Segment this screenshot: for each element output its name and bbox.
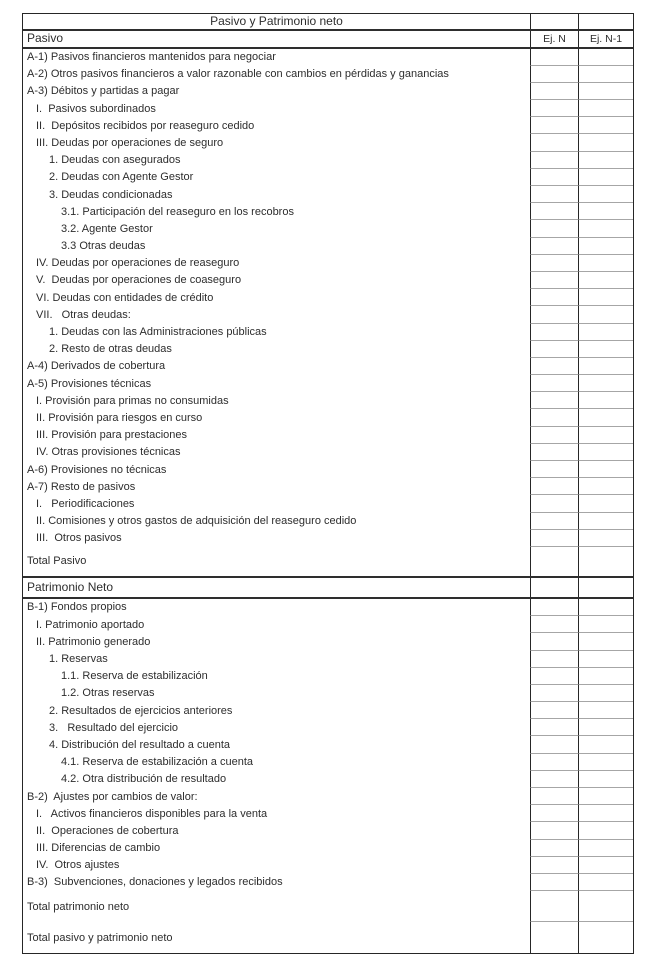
row-label: 3.2. Agente Gestor: [61, 222, 153, 235]
value-cell-ej-n-1: [578, 169, 633, 186]
value-cell-ej-n: [530, 685, 578, 702]
value-cell-ej-n: [530, 152, 578, 169]
value-cell-ej-n: [530, 117, 578, 134]
value-cell-ej-n-1: [578, 409, 633, 426]
value-cell-ej-n-1: [578, 289, 633, 306]
table-title-row: [23, 14, 633, 31]
row-label: Patrimonio Neto: [27, 579, 114, 594]
row-label: 1. Deudas con asegurados: [49, 154, 181, 167]
row-label: Total pasivo y patrimonio neto: [27, 931, 173, 944]
value-cell-ej-n: [530, 857, 578, 874]
value-cell-ej-n: [530, 702, 578, 719]
value-cell-ej-n: [530, 306, 578, 323]
value-cell-ej-n-1: [578, 427, 633, 444]
value-cell-ej-n-1: [578, 719, 633, 736]
row-label: II. Depósitos recibidos por reaseguro cedido: [36, 119, 255, 132]
row-label: 4. Distribución del resultado a cuenta: [49, 738, 230, 751]
row-label: A-4) Derivados de cobertura: [27, 360, 166, 373]
table-row: [23, 495, 633, 512]
value-cell-ej-n: [530, 788, 578, 805]
value-cell-ej-n: [530, 255, 578, 272]
table-row: [23, 409, 633, 426]
value-cell-ej-n-1: [578, 238, 633, 255]
value-cell-ej-n-1: [578, 478, 633, 495]
row-label: Total patrimonio neto: [27, 900, 130, 913]
row-label: IV. Otras provisiones técnicas: [36, 446, 181, 459]
value-cell-ej-n: [530, 83, 578, 100]
row-label: III. Deudas por operaciones de seguro: [36, 136, 224, 149]
value-cell-ej-n: [530, 513, 578, 530]
value-cell-ej-n-1: [578, 83, 633, 100]
table-row: [23, 49, 633, 66]
value-cell-ej-n-1: [578, 840, 633, 857]
value-cell-ej-n-1: [578, 306, 633, 323]
value-cell-ej-n-1: [578, 633, 633, 650]
row-label: Total Pasivo: [27, 555, 87, 568]
value-cell-ej-n-1: [578, 788, 633, 805]
row-label: 3.1. Participación del reaseguro en los recobros: [61, 205, 294, 218]
table-row: [23, 891, 633, 922]
value-cell-ej-n: [530, 578, 578, 597]
table-row: [23, 203, 633, 220]
value-cell-ej-n: [530, 238, 578, 255]
row-label: III. Otros pasivos: [36, 532, 122, 545]
row-label: A-6) Provisiones no técnicas: [27, 463, 167, 476]
table-row: [23, 238, 633, 255]
value-cell-ej-n-1: [578, 651, 633, 668]
value-cell-ej-n: [530, 272, 578, 289]
table-row: [23, 822, 633, 839]
value-cell-ej-n: [530, 461, 578, 478]
table-row: [23, 651, 633, 668]
value-cell-ej-n: [530, 651, 578, 668]
value-cell-ej-n-1: [578, 874, 633, 891]
table-row: [23, 530, 633, 547]
section-header-row: [23, 578, 633, 599]
value-cell-ej-n: [530, 805, 578, 822]
table-row: [23, 272, 633, 289]
value-cell-ej-n-1: [578, 203, 633, 220]
table-row: [23, 805, 633, 822]
row-label: 1.2. Otras reservas: [61, 687, 155, 700]
table-row: [23, 461, 633, 478]
table-row: [23, 427, 633, 444]
value-cell-ej-n-1: [578, 255, 633, 272]
row-label: A-2) Otros pasivos financieros a valor razonable con cambios en pérdidas y ganancias: [27, 68, 449, 81]
value-cell-ej-n: [530, 358, 578, 375]
row-label: III. Diferencias de cambio: [36, 842, 161, 855]
value-cell-ej-n-1: [578, 736, 633, 753]
value-cell-ej-n: [530, 427, 578, 444]
row-label: 1.1. Reserva de estabilización: [61, 670, 208, 683]
value-cell-ej-n-1: [578, 100, 633, 117]
value-cell-ej-n-1: [578, 134, 633, 151]
row-label: VII. Otras deudas:: [36, 308, 131, 321]
table-row: [23, 754, 633, 771]
row-label: I. Patrimonio aportado: [36, 618, 145, 631]
value-cell-ej-n-1: [578, 822, 633, 839]
table-row: [23, 719, 633, 736]
value-cell-ej-n: [530, 736, 578, 753]
value-cell-ej-n: [530, 100, 578, 117]
table-row: [23, 341, 633, 358]
table-row: [23, 685, 633, 702]
value-cell-ej-n-1: [578, 461, 633, 478]
value-cell-ej-n: [530, 633, 578, 650]
column-header-ej-n-1: Ej. N-1: [578, 31, 633, 47]
value-cell-ej-n-1: [578, 324, 633, 341]
table-row: [23, 702, 633, 719]
value-cell-ej-n: [530, 478, 578, 495]
value-cell-ej-n-1: [578, 891, 633, 922]
value-cell-ej-n: [530, 616, 578, 633]
row-label: II. Comisiones y otros gastos de adquisición del reaseguro cedido: [36, 515, 357, 528]
value-cell-ej-n-1: [578, 513, 633, 530]
value-cell-ej-n-1: [578, 702, 633, 719]
row-label: B-1) Fondos propios: [27, 601, 127, 614]
value-cell-ej-n-1: [578, 186, 633, 203]
table-row: [23, 513, 633, 530]
table-row: [23, 392, 633, 409]
value-cell-ej-n: [530, 874, 578, 891]
row-label: II. Provisión para riesgos en curso: [36, 411, 203, 424]
row-label: 3.3 Otras deudas: [61, 240, 146, 253]
value-cell-ej-n: [530, 392, 578, 409]
row-label: A-3) Débitos y partidas a pagar: [27, 85, 180, 98]
table-row: [23, 771, 633, 788]
table-row: [23, 324, 633, 341]
value-cell-ej-n-1: [578, 66, 633, 83]
table-row: [23, 117, 633, 134]
value-cell-ej-n-1: [578, 668, 633, 685]
value-cell-ej-n: [530, 341, 578, 358]
row-label: 2. Resultados de ejercicios anteriores: [49, 704, 233, 717]
row-label: III. Provisión para prestaciones: [36, 429, 188, 442]
row-label: 1. Deudas con las Administraciones públicas: [49, 326, 267, 339]
value-cell-ej-n-1: [578, 375, 633, 392]
table-row: [23, 788, 633, 805]
value-cell-ej-n-1: [578, 616, 633, 633]
table-row: [23, 599, 633, 616]
value-cell-ej-n: [530, 169, 578, 186]
value-cell-ej-n: [530, 49, 578, 66]
value-cell-ej-n-1: [578, 922, 633, 953]
table-row: [23, 444, 633, 461]
value-cell-ej-n: [530, 203, 578, 220]
row-label: I. Pasivos subordinados: [36, 102, 156, 115]
row-label: A-5) Provisiones técnicas: [27, 377, 152, 390]
row-label: 3. Deudas condicionadas: [49, 188, 173, 201]
column-header-row: [23, 31, 633, 49]
table-row: [23, 633, 633, 650]
value-cell-ej-n-1: [578, 857, 633, 874]
table-row: [23, 66, 633, 83]
value-cell-ej-n: [530, 771, 578, 788]
row-label: B-2) Ajustes por cambios de valor:: [27, 790, 198, 803]
value-cell-ej-n-1: [578, 444, 633, 461]
value-cell-ej-n: [530, 324, 578, 341]
value-cell-ej-n: [530, 289, 578, 306]
value-cell-ej-n-1: [578, 117, 633, 134]
title-empty-cell-ej-n: [530, 14, 578, 29]
value-cell-ej-n-1: [578, 49, 633, 66]
value-cell-ej-n: [530, 134, 578, 151]
value-cell-ej-n-1: [578, 754, 633, 771]
row-label: 2. Resto de otras deudas: [49, 343, 172, 356]
value-cell-ej-n: [530, 891, 578, 922]
table-row: [23, 922, 633, 953]
balance-sheet-table: [22, 13, 634, 954]
table-row: [23, 289, 633, 306]
value-cell-ej-n: [530, 719, 578, 736]
row-label: I. Provisión para primas no consumidas: [36, 394, 229, 407]
table-row: [23, 668, 633, 685]
table-row: [23, 857, 633, 874]
row-label: A-7) Resto de pasivos: [27, 480, 136, 493]
title-empty-cell-ej-n-1: [578, 14, 633, 29]
table-title: Pasivo y Patrimonio neto: [210, 14, 343, 28]
value-cell-ej-n: [530, 530, 578, 547]
row-label: VI. Deudas con entidades de crédito: [36, 291, 214, 304]
table-row: [23, 255, 633, 272]
table-row: [23, 547, 633, 578]
row-label: IV. Deudas por operaciones de reaseguro: [36, 257, 240, 270]
row-label: B-3) Subvenciones, donaciones y legados recibidos: [27, 876, 283, 889]
value-cell-ej-n: [530, 754, 578, 771]
table-row: [23, 169, 633, 186]
value-cell-ej-n-1: [578, 272, 633, 289]
value-cell-ej-n-1: [578, 685, 633, 702]
table-row: [23, 358, 633, 375]
value-cell-ej-n: [530, 599, 578, 616]
value-cell-ej-n: [530, 375, 578, 392]
row-label: 4.1. Reserva de estabilización a cuenta: [61, 756, 254, 769]
row-label: 3. Resultado del ejercicio: [49, 721, 179, 734]
row-label: II. Operaciones de cobertura: [36, 824, 179, 837]
table-row: [23, 186, 633, 203]
value-cell-ej-n-1: [578, 547, 633, 576]
value-cell-ej-n: [530, 409, 578, 426]
value-cell-ej-n-1: [578, 599, 633, 616]
value-cell-ej-n-1: [578, 771, 633, 788]
row-label: A-1) Pasivos financieros mantenidos para negociar: [27, 51, 276, 64]
table-row: [23, 616, 633, 633]
value-cell-ej-n-1: [578, 220, 633, 237]
row-label: 2. Deudas con Agente Gestor: [49, 171, 194, 184]
row-label: 1. Reservas: [49, 653, 108, 666]
value-cell-ej-n: [530, 922, 578, 953]
table-row: [23, 375, 633, 392]
value-cell-ej-n-1: [578, 392, 633, 409]
table-row: [23, 478, 633, 495]
section-header-pasivo: Pasivo: [27, 30, 64, 45]
value-cell-ej-n-1: [578, 358, 633, 375]
table-row: [23, 736, 633, 753]
value-cell-ej-n-1: [578, 341, 633, 358]
table-row: [23, 152, 633, 169]
value-cell-ej-n-1: [578, 152, 633, 169]
value-cell-ej-n: [530, 220, 578, 237]
value-cell-ej-n: [530, 547, 578, 576]
column-header-ej-n: Ej. N: [530, 31, 578, 47]
value-cell-ej-n: [530, 822, 578, 839]
value-cell-ej-n-1: [578, 530, 633, 547]
table-row: [23, 220, 633, 237]
value-cell-ej-n-1: [578, 805, 633, 822]
value-cell-ej-n-1: [578, 578, 633, 597]
row-label: V. Deudas por operaciones de coaseguro: [36, 274, 242, 287]
table-row: [23, 874, 633, 891]
rows-container: [23, 49, 633, 954]
row-label: I. Activos financieros disponibles para la venta: [36, 807, 268, 820]
row-label: II. Patrimonio generado: [36, 635, 151, 648]
table-row: [23, 134, 633, 151]
value-cell-ej-n: [530, 840, 578, 857]
row-label: 4.2. Otra distribución de resultado: [61, 773, 227, 786]
value-cell-ej-n: [530, 66, 578, 83]
row-label: IV. Otros ajustes: [36, 859, 120, 872]
value-cell-ej-n: [530, 495, 578, 512]
value-cell-ej-n-1: [578, 495, 633, 512]
table-row: [23, 840, 633, 857]
row-label: I. Periodificaciones: [36, 497, 135, 510]
table-row: [23, 306, 633, 323]
table-row: [23, 83, 633, 100]
table-row: [23, 100, 633, 117]
value-cell-ej-n: [530, 186, 578, 203]
value-cell-ej-n: [530, 668, 578, 685]
value-cell-ej-n: [530, 444, 578, 461]
